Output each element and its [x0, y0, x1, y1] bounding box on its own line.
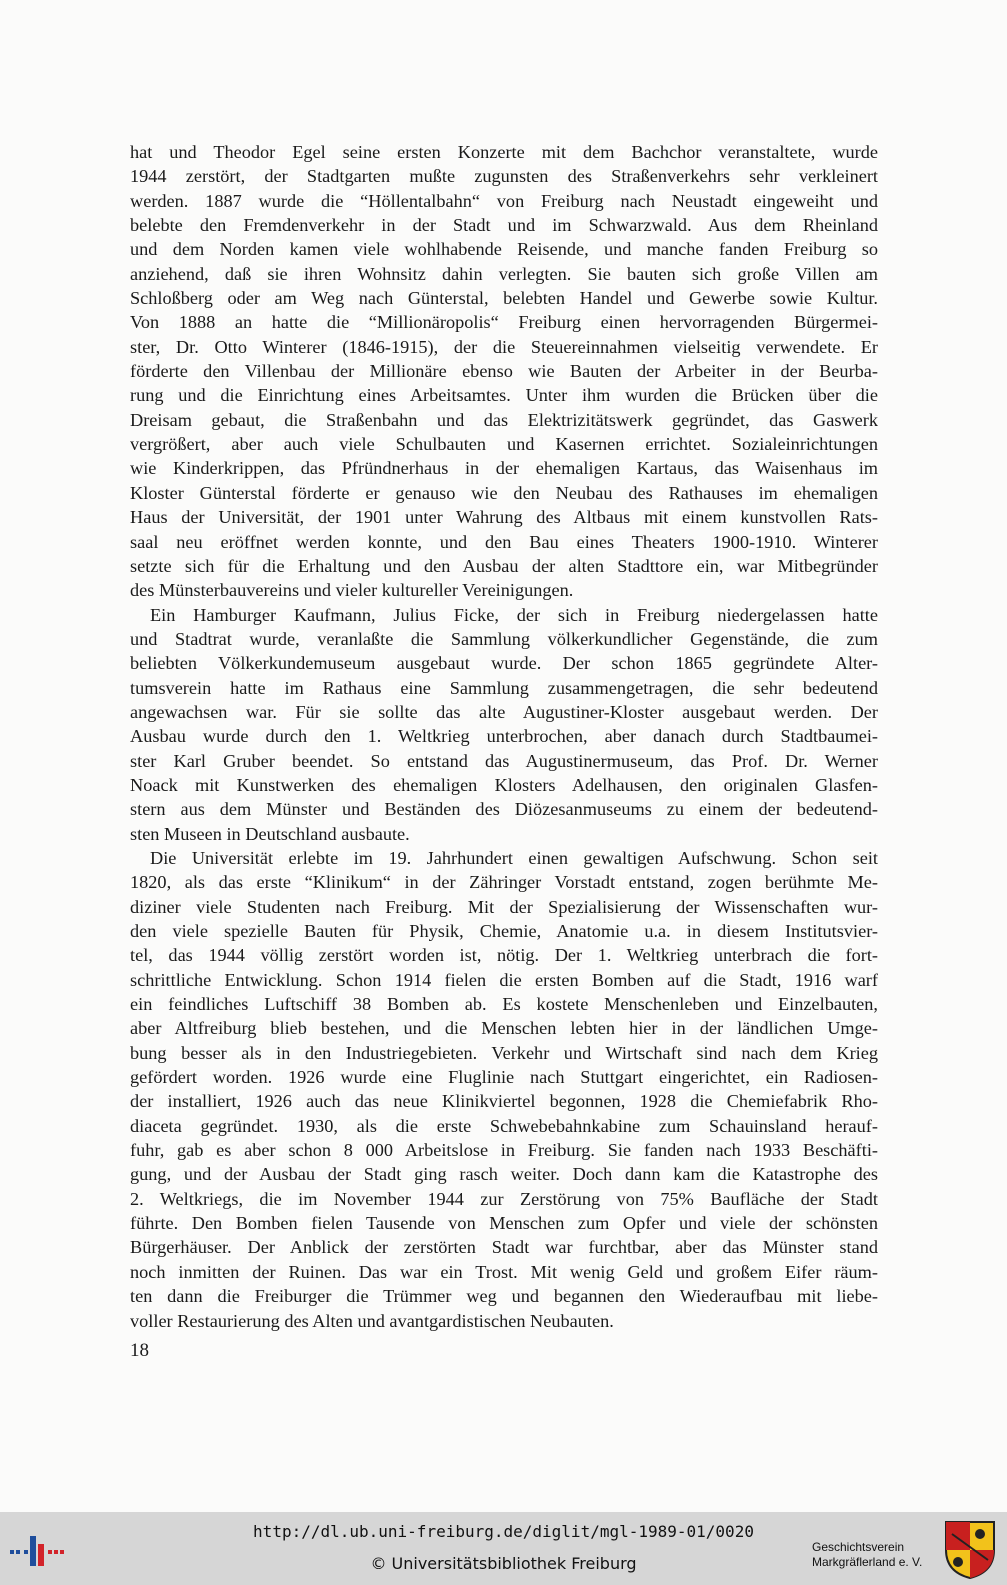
- text-line: schrittliche Entwicklung. Schon 1914 fielen die ersten Bomben auf die Stadt, 1916 warf: [130, 969, 878, 990]
- source-url-link[interactable]: http://dl.ub.uni-freiburg.de/diglit/mgl-1989-01/0020: [253, 1522, 754, 1541]
- society-name-line1: Geschichtsverein: [812, 1540, 905, 1554]
- text-line: gefördert worden. 1926 wurde eine Fluglinie nach Stuttgart eingerichtet, ein Radiosen-: [130, 1067, 878, 1088]
- copyright-notice: © Universitätsbibliothek Freiburg: [370, 1554, 637, 1573]
- text-line: 1944 zerstört, der Stadtgarten mußte zugunsten des Straßenverkehrs sehr verkleinert: [130, 166, 878, 187]
- text-line: Schloßberg oder am Weg nach Günterstal, belebten Handel und Gewerbe sowie Kultur.: [130, 288, 878, 309]
- footer-bar: [0, 1512, 1007, 1585]
- text-line: und dem Norden kamen viele wohlhabende Reisende, und manche fanden Freiburg so: [130, 239, 878, 260]
- text-line: saal neu eröffnet werden konnte, und den Bau eines Theaters 1900-1910. Winterer: [130, 531, 878, 552]
- text-line: Ein Hamburger Kaufmann, Julius Ficke, der sich in Freiburg niedergelassen hatte: [150, 604, 878, 625]
- text-line: diziner viele Studenten nach Freiburg. Mit der Spezialisierung der Wissenschaften wur-: [130, 896, 878, 917]
- text-line: der installiert, 1926 auch das neue Klinikviertel begonnen, 1928 die Chemiefabrik Rho-: [130, 1091, 878, 1112]
- text-line: gung, und der Ausbau der Stadt ging rasch weiter. Doch dann kam die Katastrophe des: [130, 1164, 878, 1185]
- society-name-line2: Markgräflerland e. V.: [812, 1555, 923, 1569]
- text-line: belebte den Fremdenverkehr in der Stadt und im Schwarzwald. Aus dem Rheinland: [130, 215, 878, 236]
- text-line: führte. Den Bomben fielen Tausende von Menschen zum Opfer und viele der schönsten: [130, 1213, 878, 1234]
- text-line: Bürgerhäuser. Der Anblick der zerstörten Stadt war furchtbar, aber das Münster stand: [130, 1237, 878, 1258]
- text-line: beliebten Völkerkundemuseum ausgebaut wurde. Der schon 1865 gegründete Alter-: [130, 653, 878, 674]
- text-line: hat und Theodor Egel seine ersten Konzerte mit dem Bachchor veranstaltete, wurde: [130, 142, 878, 162]
- text-line: den viele spezielle Bauten für Physik, Chemie, Anatomie u.a. in diesem Institutsvier-: [130, 921, 878, 941]
- text-line: ster Karl Gruber beendet. So entstand das Augustinermuseum, das Prof. Dr. Werner: [130, 750, 878, 771]
- text-line: fuhr, gab es aber schon 8 000 Arbeitslose in Freiburg. Sie fanden nach 1933 Beschäfti-: [130, 1140, 878, 1161]
- text-line: ein feindliches Luftschiff 38 Bomben ab. Es kostete Menschenleben und Einzelbauten,: [130, 994, 878, 1015]
- text-line: 1820, als das erste “Klinikum“ in der Zähringer Vorstadt entstand, zogen berühmte Me-: [130, 872, 878, 893]
- text-line: voller Restaurierung des Alten und avantgardistischen Neubauten.: [130, 1310, 614, 1331]
- text-line: tumsverein hatte im Rathaus eine Sammlung zusammengetragen, die sehr bedeutend: [130, 677, 878, 698]
- text-line: diaceta gegründet. 1930, als die erste Schwebebahnkabine zum Schauinsland herauf-: [130, 1115, 878, 1136]
- text-line: des Münsterbauvereins und vieler kultureller Vereinigungen.: [130, 580, 574, 601]
- text-line: Kloster Günterstal förderte er genauso wie den Neubau des Rathauses im ehemaligen: [130, 482, 878, 503]
- text-line: und Stadtrat wurde, veranlaßte die Sammlung völkerkundlicher Gegenstände, die zum: [130, 628, 878, 649]
- text-line: anziehend, daß sie ihren Wohnsitz dahin verlegten. Sie bauten sich große Villen am: [130, 263, 878, 284]
- text-line: wie Kinderkrippen, das Pfründnerhaus in der ehemaligen Kartaus, das Waisenhaus im: [130, 458, 878, 479]
- text-line: stern aus dem Münster und Beständen des Diözesanmuseums zu einem der bedeutend-: [130, 799, 878, 820]
- text-line: förderte den Villenbau der Millionäre ebenso wie Bauten der Arbeiter in der Beurba-: [130, 361, 878, 382]
- text-line: tel, das 1944 völlig zerstört worden ist, nötig. Der 1. Weltkrieg unterbrach die fort-: [130, 945, 878, 966]
- text-line: 2. Weltkriegs, die im November 1944 zur Zerstörung von 75% Baufläche der Stadt: [130, 1188, 878, 1209]
- text-line: Haus der Universität, der 1901 unter Wahrung des Altbaus mit einem kunstvollen Rats-: [130, 507, 878, 528]
- text-line: sten Museen in Deutschland ausbaute.: [130, 823, 410, 844]
- society-name: [812, 1540, 932, 1570]
- page-number: 18: [130, 1340, 149, 1361]
- text-line: Ausbau wurde durch den 1. Weltkrieg unterbrochen, aber danach durch Stadtbaumei-: [130, 726, 878, 747]
- text-line: ster, Dr. Otto Winterer (1846-1915), der die Steuereinnahmen vielseitig verwendete. Er: [130, 336, 878, 357]
- text-line: Von 1888 an hatte die “Millionäropolis“ Freiburg einen hervorragenden Bürgermei-: [130, 312, 878, 333]
- text-line: setzte sich für die Erhaltung und den Ausbau der alten Stadttore ein, war Mitbegründer: [130, 555, 878, 576]
- text-line: Noack mit Kunstwerken des ehemaligen Klosters Adelhausen, den originalen Glasfen-: [130, 774, 878, 795]
- text-line: aber Altfreiburg blieb bestehen, und die Menschen lebten hier in der ländlichen Umge-: [130, 1018, 878, 1039]
- text-line: rung und die Einrichtung eines Arbeitsamtes. Unter ihm wurden die Brücken über die: [130, 385, 878, 406]
- coat-of-arms-icon: [944, 1520, 996, 1580]
- text-line: vergrößert, aber auch viele Schulbauten und Kasernen errichtet. Sozialeinrichtungen: [130, 434, 878, 455]
- body-text: [130, 140, 878, 1333]
- text-line: werden. 1887 wurde die “Höllentalbahn“ von Freiburg nach Neustadt eingeweiht und: [130, 190, 878, 211]
- text-line: ten dann die Freiburger die Trümmer weg und begannen den Wiederaufbau mit liebe-: [130, 1286, 878, 1307]
- text-line: Die Universität erlebte im 19. Jahrhundert einen gewaltigen Aufschwung. Schon seit: [150, 847, 878, 868]
- text-line: angewachsen war. Für sie sollte das alte Augustiner-Kloster ausgebaut werden. Der: [130, 701, 878, 722]
- text-line: bung besser als in den Industriegebieten. Verkehr und Wirtschaft sind nach dem Krieg: [130, 1042, 878, 1063]
- text-line: noch inmitten der Ruinen. Das war ein Trost. Mit wenig Geld und großem Eifer räum-: [130, 1261, 878, 1282]
- text-line: Dreisam gebaut, die Straßenbahn und das Elektrizitätswerk gegründet, das Gaswerk: [130, 409, 878, 430]
